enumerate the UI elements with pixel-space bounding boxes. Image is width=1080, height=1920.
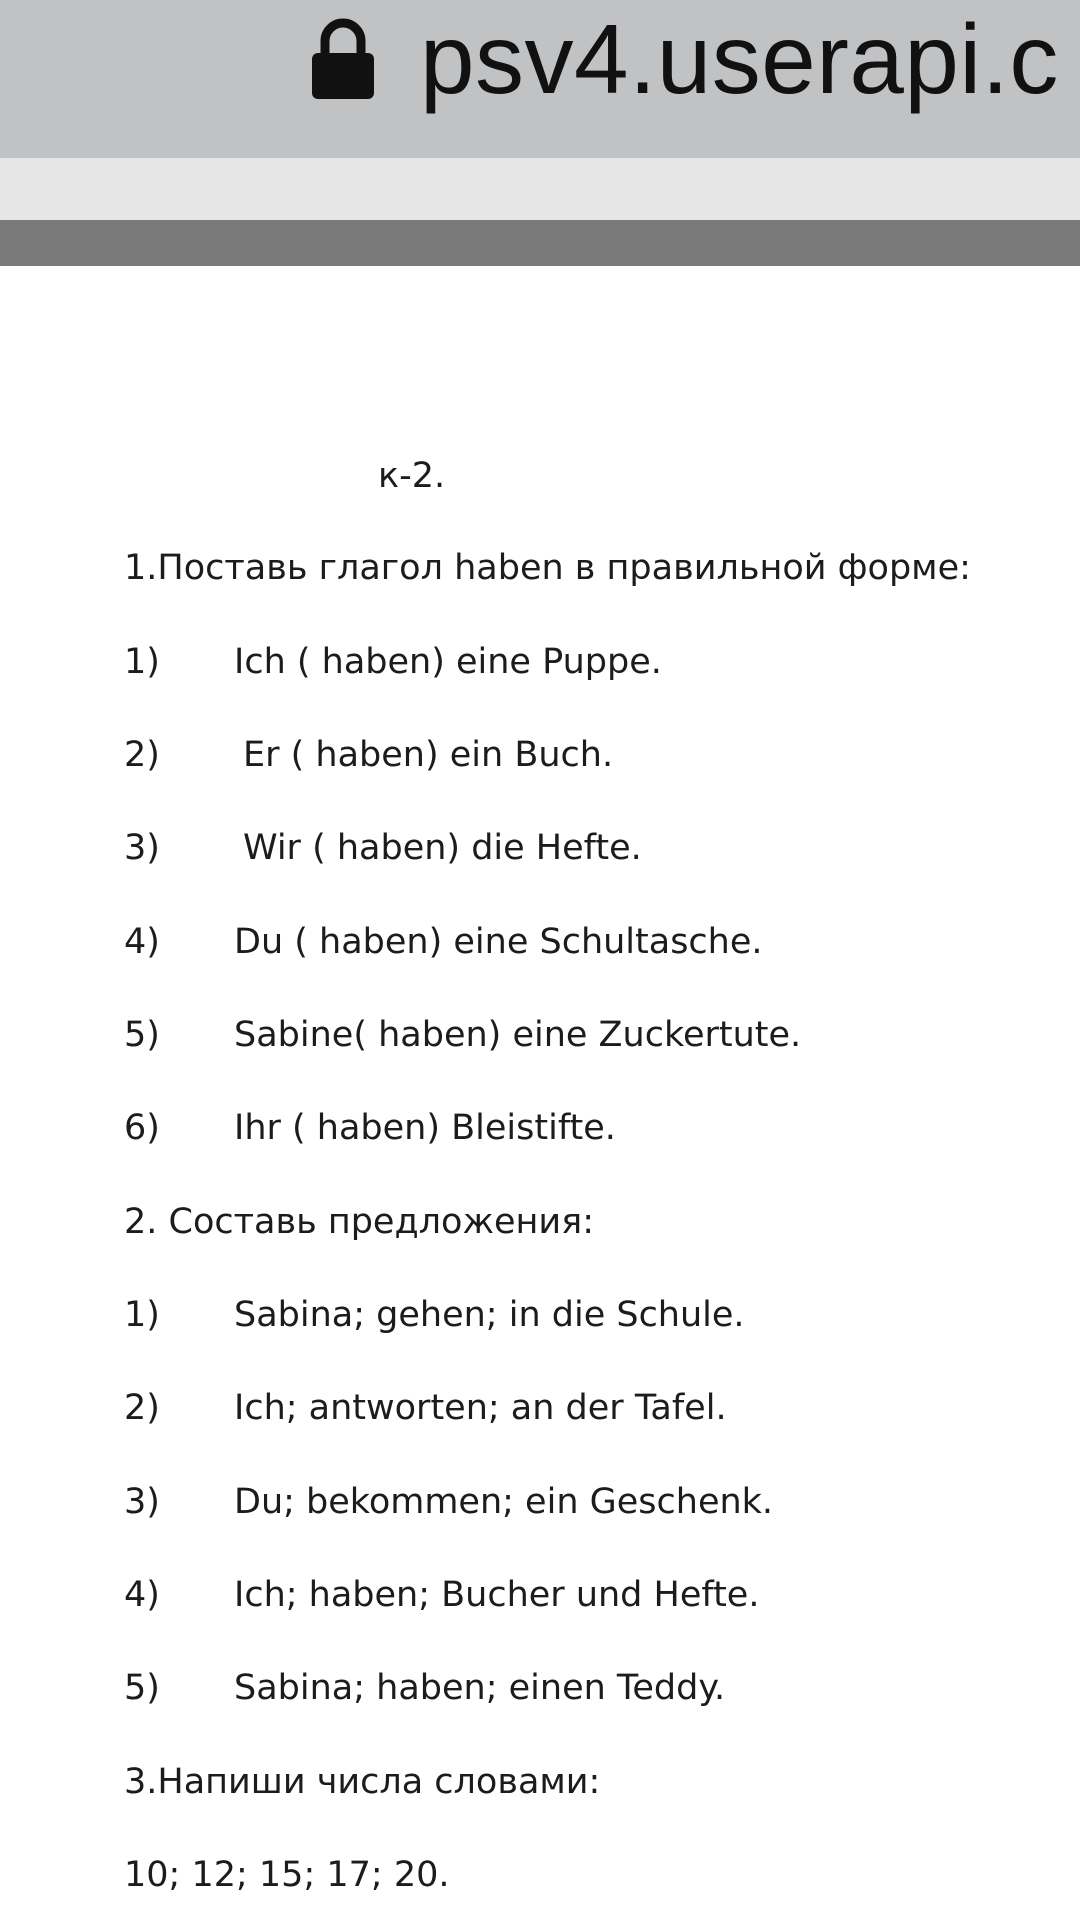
list-item-text: Du; bekommen; ein Geschenk. [234, 1482, 774, 1522]
list-item-text: Du ( haben) eine Schultasche. [234, 922, 763, 962]
list-item-text: Ich; haben; Bucher und Hefte. [234, 1575, 760, 1615]
list-item-number: 3) [124, 1482, 160, 1522]
list-item-number: 5) [124, 1015, 160, 1055]
list-item-text: Sabine( haben) eine Zuckertute. [234, 1015, 802, 1055]
task1-heading: 1.Поставь глагол haben в правильной форме: [124, 548, 971, 588]
list-item-text: Er ( haben) ein Buch. [243, 735, 614, 775]
list-item-text: Ich; antworten; an der Tafel. [234, 1388, 727, 1428]
list-item-number: 2) [124, 735, 160, 775]
list-item-number: 5) [124, 1668, 160, 1708]
list-item-text: Ihr ( haben) Bleistifte. [234, 1108, 616, 1148]
document-page [0, 266, 1080, 1920]
task3-numbers: 10; 12; 15; 17; 20. [124, 1855, 450, 1895]
list-item-text: Ich ( haben) eine Puppe. [234, 642, 662, 682]
list-item-number: 1) [124, 642, 160, 682]
browser-divider-bar [0, 220, 1080, 266]
list-item-number: 3) [124, 828, 160, 868]
task2-heading: 2. Составь предложения: [124, 1202, 594, 1242]
list-item-number: 4) [124, 1575, 160, 1615]
list-item-number: 4) [124, 922, 160, 962]
task3-heading: 3.Напиши числа словами: [124, 1762, 601, 1802]
list-item-text: Sabina; haben; einen Teddy. [234, 1668, 726, 1708]
list-item-text: Wir ( haben) die Hefte. [243, 828, 642, 868]
list-item-text: Sabina; gehen; in die Schule. [234, 1295, 745, 1335]
list-item-number: 1) [124, 1295, 160, 1335]
document-code: к-2. [378, 456, 446, 496]
browser-address-bar [0, 0, 1080, 158]
url-field[interactable] [310, 4, 1059, 114]
lock-icon [310, 17, 376, 101]
url-text: psv4.userapi.c [420, 3, 1059, 114]
browser-toolbar-strip [0, 158, 1080, 220]
list-item-number: 6) [124, 1108, 160, 1148]
list-item-number: 2) [124, 1388, 160, 1428]
